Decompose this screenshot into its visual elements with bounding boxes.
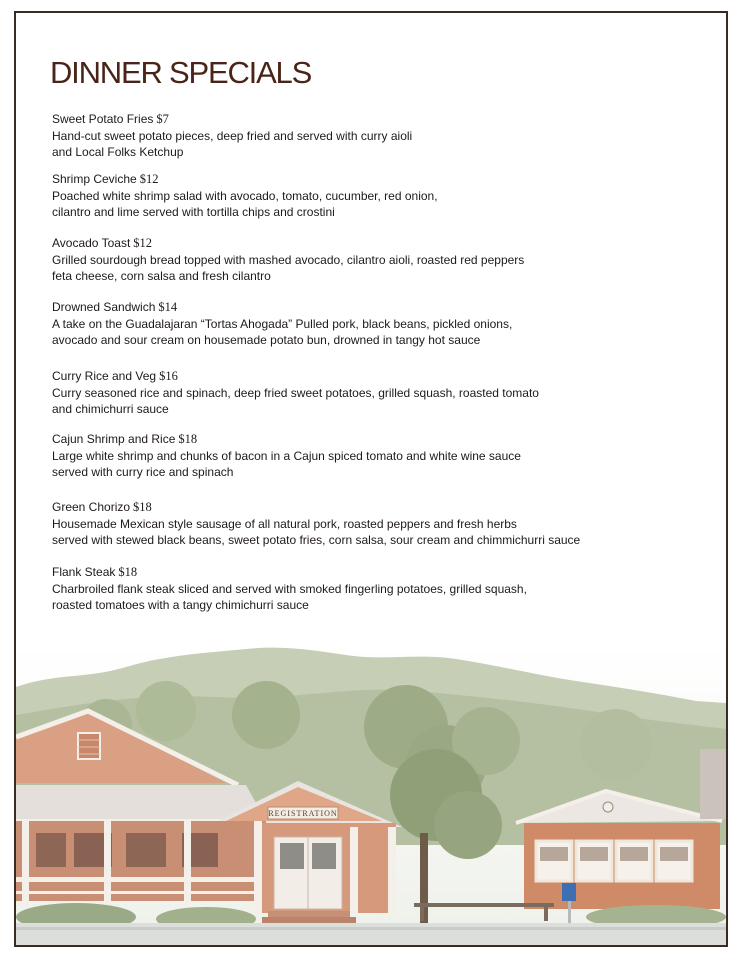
item-description: Poached white shrimp salad with avocado, tomato, cucumber, red onion, cilantro and lime served with tortilla chips and crostini bbox=[52, 188, 438, 219]
item-name: Drowned Sandwich bbox=[52, 300, 156, 314]
menu-item bbox=[52, 564, 692, 614]
item-name: Shrimp Ceviche bbox=[52, 172, 137, 186]
menu-item bbox=[52, 499, 692, 549]
menu-page bbox=[14, 11, 728, 947]
item-description: Large white shrimp and chunks of bacon in a Cajun spiced tomato and white wine sauce served with curry rice and spinach bbox=[52, 448, 521, 479]
item-description: Grilled sourdough bread topped with mashed avocado, cilantro aioli, roasted red peppers feta cheese, corn salsa and fresh cilantro bbox=[52, 252, 525, 283]
item-description: Housemade Mexican style sausage of all natural pork, roasted peppers and fresh herbs served with stewed black beans, sweet potato fries, corn salsa, sour cream and chimmichurri sauce bbox=[52, 516, 581, 547]
item-name: Avocado Toast bbox=[52, 236, 131, 250]
menu-item bbox=[52, 431, 692, 481]
item-price: $18 bbox=[133, 500, 152, 514]
menu-item bbox=[52, 368, 692, 418]
item-price: $12 bbox=[133, 236, 153, 250]
item-price: $16 bbox=[159, 369, 178, 383]
item-price: $7 bbox=[156, 112, 169, 126]
item-description: Curry seasoned rice and spinach, deep fried sweet potatoes, grilled squash, roasted tomato and chimichurri sauce bbox=[52, 385, 539, 416]
item-name: Curry Rice and Veg bbox=[52, 369, 157, 383]
menu-item bbox=[52, 171, 692, 221]
item-name: Sweet Potato Fries bbox=[52, 112, 154, 126]
lodge-photo bbox=[16, 645, 726, 945]
page-title: DINNER SPECIALS bbox=[50, 55, 312, 90]
item-name: Flank Steak bbox=[52, 565, 116, 579]
accessible-sign bbox=[562, 883, 576, 901]
item-price: $18 bbox=[178, 432, 198, 446]
menu-item bbox=[52, 111, 692, 161]
registration-sign: REGISTRATION bbox=[268, 809, 338, 818]
item-price: $12 bbox=[139, 172, 159, 186]
item-description: Charbroiled flank steak sliced and served with smoked fingerling potatoes, grilled squash, roasted tomatoes with a tangy chimichurri sauce bbox=[52, 581, 527, 612]
item-name: Green Chorizo bbox=[52, 500, 131, 514]
item-price: $14 bbox=[158, 300, 178, 314]
item-description: A take on the Guadalajaran “Tortas Ahogada” Pulled pork, black beans, pickled onions, avocado and sour cream on housemade potato bun, drowned in tangy hot sauce bbox=[52, 316, 513, 347]
menu-item bbox=[52, 299, 692, 349]
item-price: $18 bbox=[118, 565, 138, 579]
item-description: Hand-cut sweet potato pieces, deep fried and served with curry aioli and Local Folks Ketchup bbox=[52, 128, 413, 159]
menu-item bbox=[52, 235, 692, 285]
item-name: Cajun Shrimp and Rice bbox=[52, 432, 176, 446]
